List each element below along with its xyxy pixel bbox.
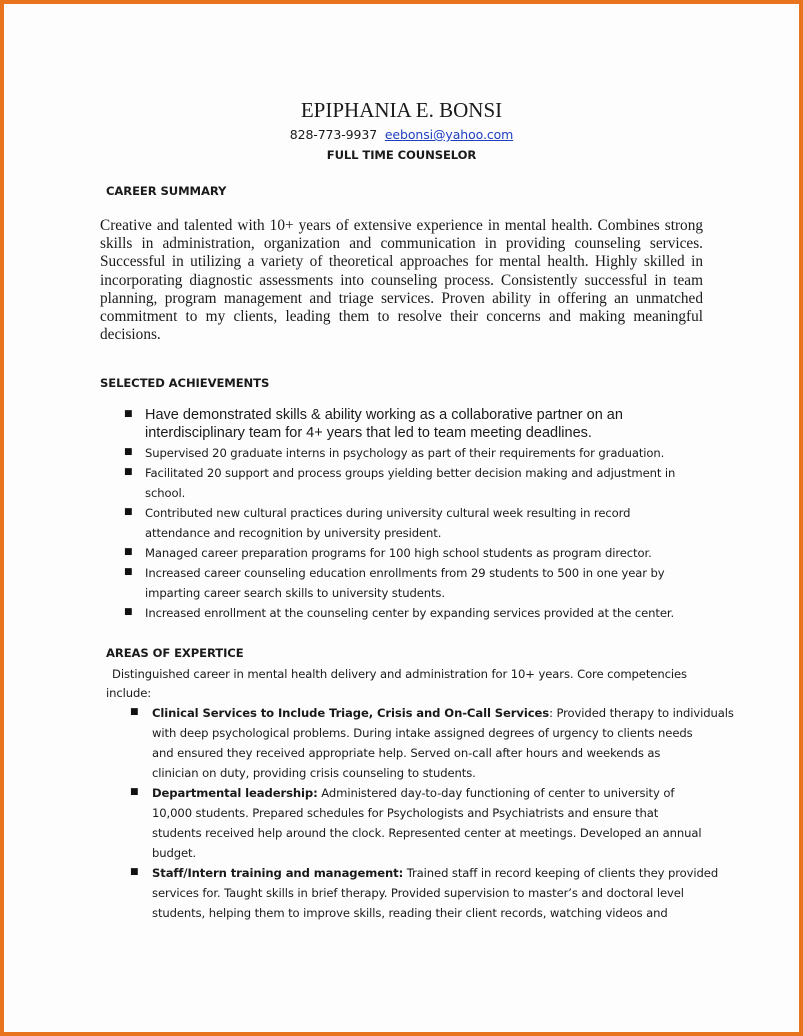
candidate-name: EPIPHANIA E. BONSI <box>300 98 503 122</box>
summary-line: planning, program management and triage services. Proven ability in offering an unmatched <box>100 290 703 307</box>
expertise-line: clinician on duty, providing crisis counseling to students. <box>152 766 476 780</box>
bullet-icon: ■ <box>124 547 133 557</box>
achievement-line: Facilitated 20 support and process groups yielding better decision making and adjustment in <box>145 466 676 480</box>
expertise-line: 10,000 students. Prepared schedules for Psychologists and Psychiatrists and ensure that <box>152 806 659 820</box>
achievement-line: school. <box>145 486 186 500</box>
expertise-item-title: Departmental leadership: <box>152 786 318 800</box>
summary-line: skills in administration, organization and communication in providing counseling services. <box>100 235 703 252</box>
achievement-line: attendance and recognition by university president. <box>145 526 442 540</box>
achievement-line: Managed career preparation programs for 100 high school students as program director. <box>145 546 652 560</box>
expertise-line: with deep psychological problems. During intake assigned degrees of urgency to clients needs <box>152 726 693 740</box>
job-title: FULL TIME COUNSELOR <box>326 148 477 162</box>
bullet-icon: ■ <box>124 467 133 477</box>
expertise-item-text: : Provided therapy to individuals <box>549 706 734 720</box>
expertise-line: students received help around the clock. Represented center at meetings. Developed an annual <box>152 826 702 840</box>
achievement-line: Have demonstrated skills & ability working as a collaborative partner on an <box>145 407 623 423</box>
phone: 828-773-9937 <box>289 127 378 142</box>
achievement-line: Contributed new cultural practices during university cultural week resulting in record <box>145 506 631 520</box>
expertise-item-title: Staff/Intern training and management: <box>152 866 404 880</box>
expertise-intro-line: Distinguished career in mental health delivery and administration for 10+ years. Core competencies <box>112 667 687 681</box>
expertise-item-text: Trained staff in record keeping of clients they provided <box>403 866 719 880</box>
summary-line: incorporating diagnostic assessments into counseling process. Consistently successful in team <box>100 272 703 289</box>
summary-line: decisions. <box>100 326 161 343</box>
expertise-line: and ensured they received appropriate help. Served on-call after hours and weekends as <box>152 746 661 760</box>
bullet-icon: ■ <box>124 447 133 457</box>
expertise-line: services for. Taught skills in brief therapy. Provided supervision to master’s and doctoral level <box>152 886 684 900</box>
summary-line: commitment to my clients, leading them to resolve their concerns and making meaningful <box>100 308 703 325</box>
summary-line: Creative and talented with 10+ years of extensive experience in mental health. Combines strong <box>100 217 703 234</box>
expertise-intro-line: include: <box>106 686 152 700</box>
expertise-heading: AREAS OF EXPERTICE <box>106 646 244 660</box>
bullet-icon: ■ <box>124 507 133 517</box>
achievement-line: imparting career search skills to university students. <box>145 586 445 600</box>
expertise-item-first-line <box>152 784 674 802</box>
expertise-item-first-line <box>152 704 734 722</box>
email-link[interactable]: eebonsi@yahoo.com <box>384 127 514 142</box>
achievement-line: Supervised 20 graduate interns in psychology as part of their requirements for graduation. <box>145 446 665 460</box>
bullet-icon: ■ <box>124 409 133 419</box>
contact-line <box>0 126 803 144</box>
expertise-line: students, helping them to improve skills, reading their client records, watching videos and <box>152 906 668 920</box>
bullet-icon: ■ <box>130 867 139 877</box>
expertise-line: budget. <box>152 846 197 860</box>
achievement-line: interdisciplinary team for 4+ years that led to team meeting deadlines. <box>145 425 592 441</box>
achievement-line: Increased career counseling education enrollments from 29 students to 500 in one year by <box>145 566 665 580</box>
summary-line: Successful in utilizing a variety of theoretical approaches for mental health. Highly skilled in <box>100 253 703 270</box>
bullet-icon: ■ <box>130 707 139 717</box>
achievement-line: Increased enrollment at the counseling center by expanding services provided at the center. <box>145 606 675 620</box>
expertise-item-text: Administered day-to-day functioning of center to university of <box>317 786 675 800</box>
bullet-icon: ■ <box>130 787 139 797</box>
expertise-item-title: Clinical Services to Include Triage, Crisis and On-Call Services <box>152 706 550 720</box>
career-summary-heading: CAREER SUMMARY <box>106 184 227 198</box>
bullet-icon: ■ <box>124 607 133 617</box>
achievements-heading: SELECTED ACHIEVEMENTS <box>100 376 270 390</box>
bullet-icon: ■ <box>124 567 133 577</box>
expertise-item-first-line <box>152 864 718 882</box>
